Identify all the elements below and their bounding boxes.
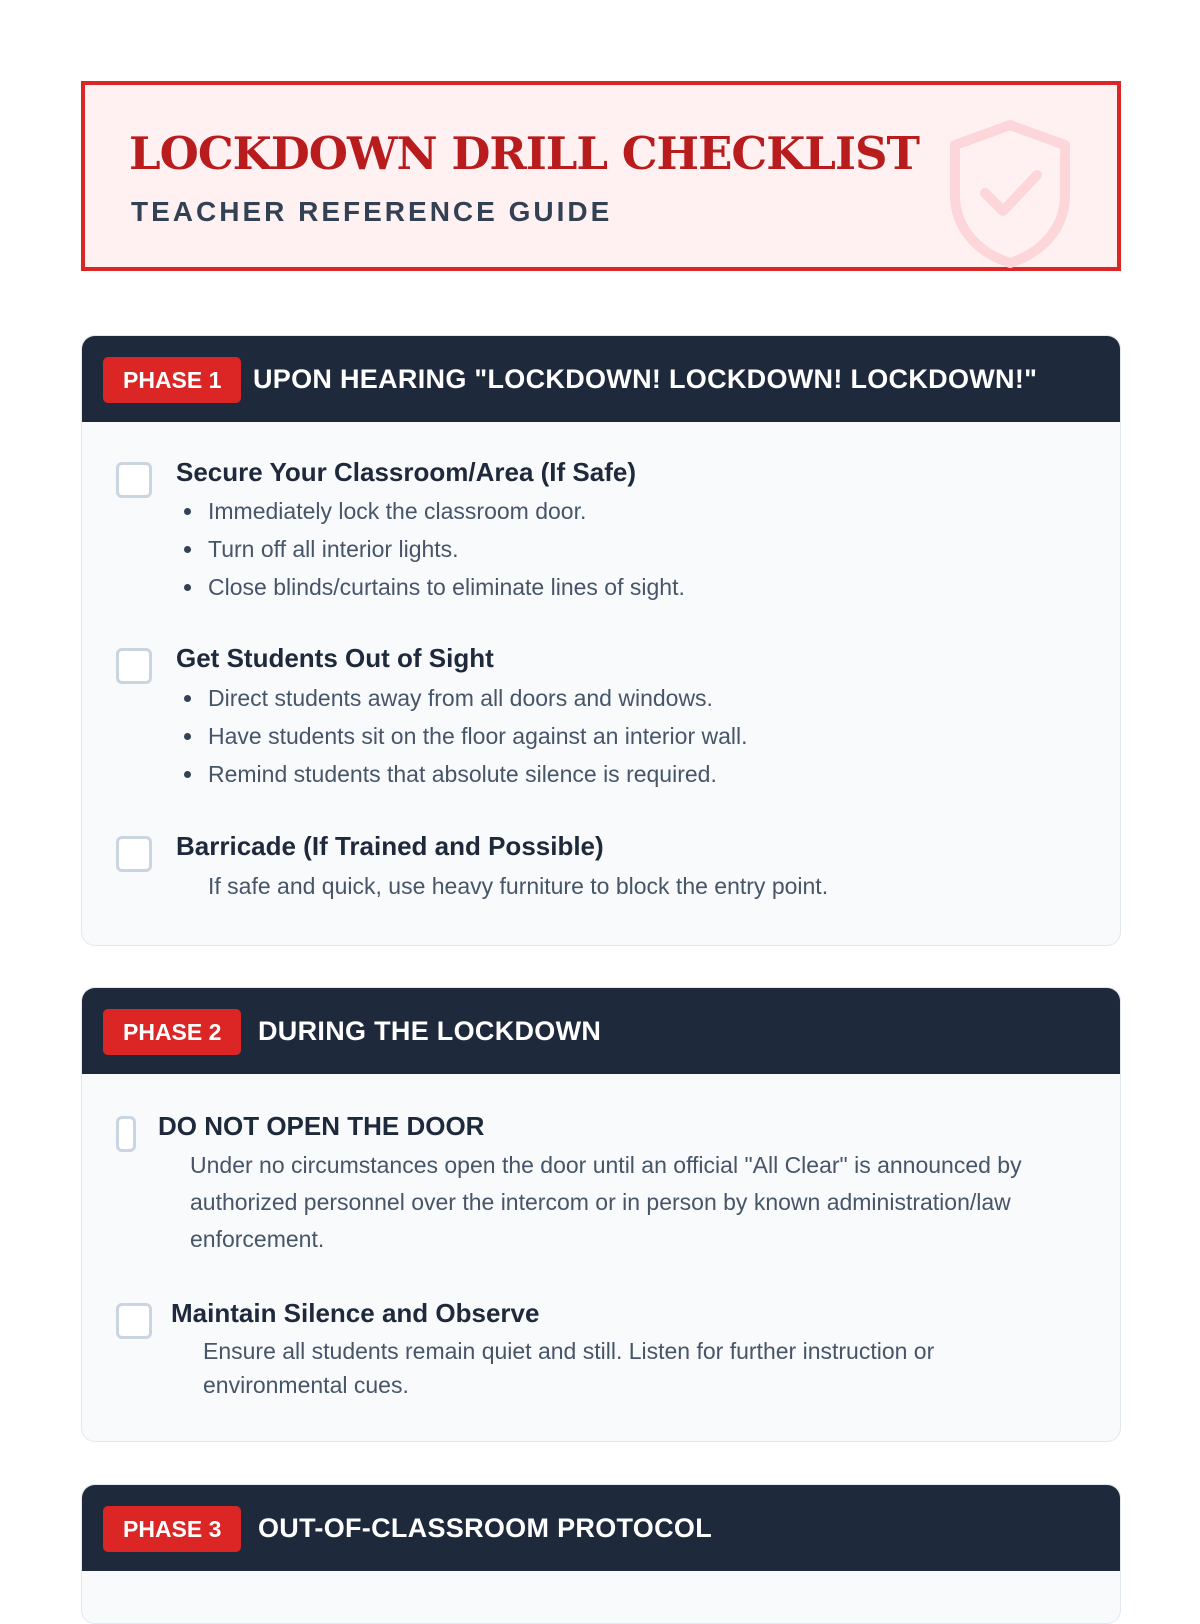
phase-3-badge: PHASE 3 [103,1506,241,1552]
phase-1-title: UPON HEARING "LOCKDOWN! LOCKDOWN! LOCKDOWN!" [253,364,1038,394]
checkbox-barricade[interactable] [116,836,152,872]
list-item: Close blinds/curtains to eliminate lines of sight. [176,568,685,606]
phase-3-card [81,1484,1121,1624]
item-description: If safe and quick, use heavy furniture to block the entry point. [208,873,829,899]
list-item: Direct students away from all doors and windows. [176,679,748,717]
item-bullets [176,679,748,793]
phase-1-badge: PHASE 1 [103,357,241,403]
phase-1-card [81,335,1121,946]
phase-2-badge: PHASE 2 [103,1009,241,1055]
phase-3-title: OUT-OF-CLASSROOM PROTOCOL [258,1513,712,1543]
list-item: Immediately lock the classroom door. [176,492,685,530]
phase-1-header [82,336,1120,422]
phase-3-header [82,1485,1120,1571]
item-bullets [176,492,685,606]
item-title: Barricade (If Trained and Possible) [176,831,604,861]
document-header [81,81,1121,271]
item-description: Under no circumstances open the door until an official "All Clear" is announced by authorized personnel over the intercom or in person by known administration/law enforcement. [190,1152,1022,1252]
item-description: Ensure all students remain quiet and still. Listen for further instruction or environmental cues. [203,1338,935,1398]
item-title: Secure Your Classroom/Area (If Safe) [176,457,636,487]
item-title: Maintain Silence and Observe [171,1298,540,1328]
shield-check-icon [945,119,1075,269]
page-subtitle: TEACHER REFERENCE GUIDE [131,196,613,227]
phase-2-title: DURING THE LOCKDOWN [258,1016,602,1046]
checkbox-students-out-of-sight[interactable] [116,648,152,684]
list-item: Remind students that absolute silence is required. [176,755,748,793]
phase-2-card [81,987,1121,1442]
list-item: Turn off all interior lights. [176,530,685,568]
checkbox-do-not-open-door[interactable] [116,1116,136,1152]
checklist-page [81,81,1121,1543]
list-item: Have students sit on the floor against an interior wall. [176,717,748,755]
item-title: DO NOT OPEN THE DOOR [158,1111,485,1141]
checkbox-maintain-silence[interactable] [116,1303,152,1339]
item-title: Get Students Out of Sight [176,643,494,673]
phase-2-header [82,988,1120,1074]
page-title: LOCKDOWN DRILL CHECKLIST [129,127,919,180]
checkbox-secure-classroom[interactable] [116,462,152,498]
